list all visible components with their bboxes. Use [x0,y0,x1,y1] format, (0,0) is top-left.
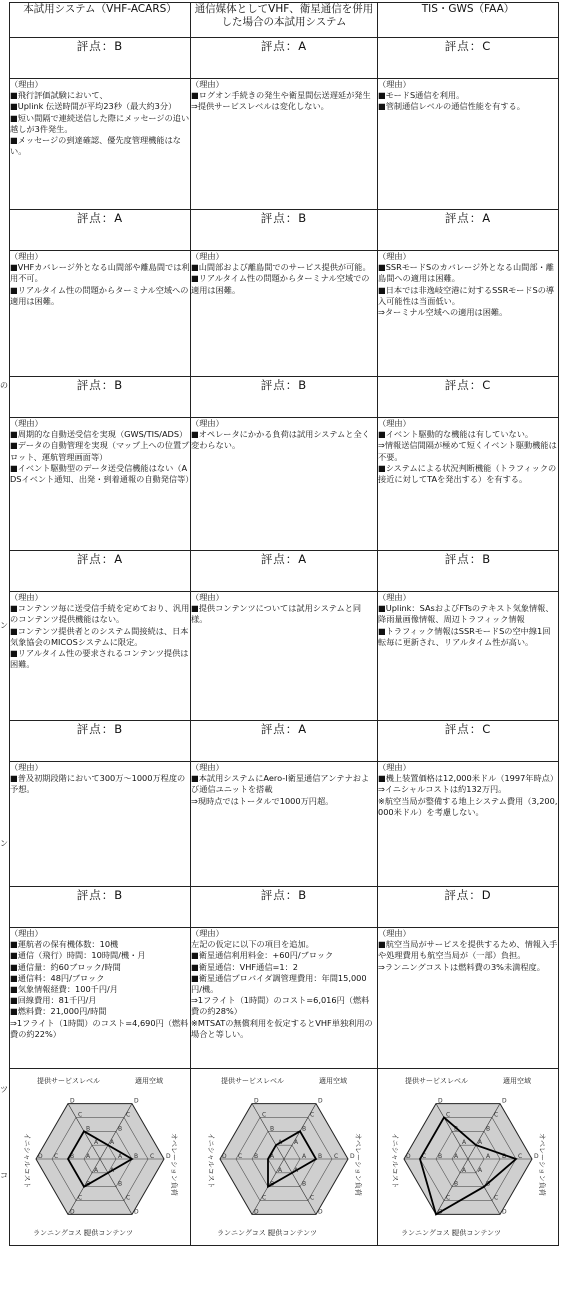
reason-heading: （理由） [378,79,411,89]
grade-label: B [438,1153,443,1160]
axis-label: 提供サービスレベル [221,1077,284,1085]
grade-label: A [302,1153,307,1160]
radar-chart [15,1069,185,1239]
grade-label: A [110,1139,115,1147]
grade-label: C [262,1194,267,1202]
reason-line: ⇒1フライト（1時間）のコスト=4,690円（燃料費の約22%） [10,1017,189,1039]
score-row [10,887,559,928]
reason-cell [10,418,194,551]
score-cell: 評点：B [191,210,378,251]
grade-label: C [54,1153,59,1160]
axis-label: 提供サービスレベル [405,1077,468,1085]
grade-label: D [70,1097,75,1105]
reason-line: ■SSRモードSのカバレージ外となる山間部・離島間への適用は困難。 [378,262,554,284]
reason-heading: （理由） [191,592,224,602]
reason-line: ■機上装置価格は12,000米ドル（1997年時点） [378,773,559,784]
reason-heading: （理由） [10,592,43,602]
grade-label: B [270,1125,275,1133]
reason-line: ⇒ランニングコストは燃料費の3%未満程度。 [378,961,545,972]
reason-line: ■航空当局がサービスを提供するため、情報入手や処理費用も航空当局が（一部）負担。 [378,939,558,961]
reason-cell [191,79,378,210]
reason-heading: （理由） [191,251,224,261]
score-cell: 評点：A [191,721,378,762]
grade-label: A [454,1153,459,1160]
reason-cell [10,928,191,1069]
score-cell: 評点：A [10,210,191,251]
radar-chart [199,1069,369,1239]
grade-label: A [486,1153,491,1160]
grade-label: C [310,1111,315,1119]
reason-line: ■日本では非逸岐空港に対するSSRモードSの導入可能性は当面低い。 [378,284,555,306]
grade-label: A [94,1139,99,1147]
column-header: 本試用システム（VHF-ACARS） [10,3,191,38]
reason-line: ⇒ターミナル空域への適用は困難。 [378,307,508,318]
grade-label: B [86,1180,91,1188]
reason-heading: （理由） [378,762,411,772]
grade-label: B [86,1125,91,1133]
reason-heading: （理由） [10,251,43,261]
grade-label: B [302,1125,307,1133]
axis-label: 提供コンテンツ [268,1229,317,1237]
reason-heading: （理由） [191,79,224,89]
edge-mark: コ [0,1171,8,1180]
reason-line: ■気象情報経費：100千円/月 [10,984,118,995]
grade-label: D [38,1153,43,1160]
reason-line: ■周期的な自動送受信を実現（GWS/TIS/ADS） [10,429,188,440]
grade-label: A [278,1139,283,1147]
reason-line: ■リアルタイム性の問題からターミナル空域への適用は困難。 [10,284,189,306]
edge-mark: の [0,381,8,390]
reason-cell [10,79,191,210]
reason-row [10,418,559,551]
reason-cell [378,762,559,887]
edge-mark: ツ [0,1085,8,1094]
reason-line: ⇒イニシャルコストは約132万円。 [378,784,507,795]
score-cell: 評点：A [378,210,559,251]
left-margin-strip [0,0,9,1296]
grade-label: C [446,1194,451,1202]
grade-label: D [254,1097,259,1105]
grade-label: D [438,1097,443,1105]
score-row [10,721,559,762]
reason-line: ■トラフィック情報はSSRモードSの空中線1回転毎に更新され、リアルタイム性が高い。 [378,625,551,647]
grade-label: A [478,1166,483,1174]
reason-line: ■衛星通信利用料金：+60円/ブロック [191,950,334,961]
reason-cell [378,928,559,1069]
score-cell: 評点：A [10,551,191,592]
score-cell: 評点：A [191,551,378,592]
reason-heading: （理由） [191,762,224,772]
axis-label: オペレーション負荷 [538,1133,546,1196]
reason-line: ■提供コンテンツについては試用システムと同様。 [191,603,362,625]
reason-cell [191,418,378,551]
reason-heading: （理由） [378,251,411,261]
reason-heading: （理由） [378,592,411,602]
grade-label: B [118,1125,123,1133]
reason-cell [10,251,191,377]
reason-line: ■運航者の保有機体数：10機 [10,939,119,950]
axis-label: イニシャルコスト [207,1133,215,1189]
reason-row [10,762,559,887]
reason-line: ⇒情報送信間隔が極めて短くイベント駆動機能は不要。 [378,440,557,462]
grade-label: D [534,1153,539,1160]
axis-label: ランニングコスト [33,1229,89,1237]
grade-label: C [78,1111,83,1119]
grade-label: C [422,1153,427,1160]
grade-label: B [486,1125,491,1133]
grade-label: A [478,1139,483,1147]
score-cell: 評点：C [378,38,559,79]
reason-line: ■リアルタイム性の要求されるコンテンツ提供は困難。 [10,648,189,670]
score-cell: 評点：B [191,887,378,928]
grade-label: C [310,1194,315,1202]
reason-heading: （理由） [191,418,224,428]
reason-line: ■データの自動管理を実現（マップ上への位置プロット、運航管理画面等） [10,440,190,462]
reason-line: ⇒1フライト（1時間）のコスト=6,016円（燃料費の約28%） [191,995,370,1017]
reason-line: ※航空当局が整備する地上システム費用（3,200,000米ドル）を考慮しない。 [378,795,558,817]
reason-line: ■イベント駆動型のデータ送受信機能はない（ADSイベント通知、出発・到着通報の自動発信等） [10,462,194,485]
grade-label: D [438,1208,443,1216]
grade-label: B [270,1180,275,1188]
radar-chart [383,1069,553,1239]
grade-label: A [462,1139,467,1147]
score-row [10,210,559,251]
score-cell: 評点：A [191,38,378,79]
reason-line: ■本試用システムにAero-I衛星通信アンテナおよび通信ユニットを搭載 [191,773,370,795]
reason-line: ■Uplink 伝送時間が平均23秒（最大約3分） [10,101,177,112]
reason-line: ■回線費用：81千円/月 [10,995,97,1006]
grade-label: A [270,1153,275,1160]
reason-line: ■リアルタイム性の問題からターミナル空域での適用は困難。 [191,273,370,295]
reason-cell [10,762,191,887]
score-cell: 評点：B [10,377,191,418]
grade-label: B [454,1125,459,1133]
axis-label: ランニングコスト [401,1229,457,1237]
reason-line: ■衛星通信：VHF通信=1：2 [191,961,298,972]
grade-label: A [294,1166,299,1174]
grade-label: D [350,1153,355,1160]
radar-row [10,1069,559,1246]
score-cell: 評点：B [378,551,559,592]
reason-cell [378,592,559,721]
reason-line: ■通信量：約60ブロック/時間 [10,961,121,972]
reason-line: ※MTSATの無償利用を仮定するとVHF単独利用の場合と等しい。 [191,1017,373,1039]
axis-label: 適用空域 [503,1077,531,1085]
grade-label: C [518,1153,523,1160]
grade-label: B [502,1153,507,1160]
reason-heading: （理由） [378,928,411,938]
reason-heading: （理由） [10,928,43,938]
grade-label: C [78,1194,83,1202]
header-row [10,3,559,38]
grade-label: D [318,1208,323,1216]
reason-line: ■コンテンツ提供者とのシステム間接続は、日本気象協会のMICOSシステムに限定。 [10,625,189,647]
reason-heading: （理由） [10,762,43,772]
reason-line: ■Uplink：SAsおよびFTsのテキスト気象情報、降雨量画像情報、周辺トラフィック情報 [378,603,554,625]
grade-label: B [254,1153,259,1160]
reason-cell [191,762,378,887]
reason-heading: （理由） [10,79,43,89]
reason-line: ■メッセージの到達確認、優先度管理機能はない。 [10,135,181,157]
axis-label: オペレーション負荷 [354,1133,362,1196]
grade-label: D [166,1153,171,1160]
score-row [10,38,559,79]
score-cell: 評点：B [10,721,191,762]
evaluation-table [9,2,559,1246]
axis-label: 提供コンテンツ [452,1229,501,1237]
grade-label: A [110,1166,115,1174]
reason-cell [191,251,378,377]
axis-label: 提供コンテンツ [84,1229,133,1237]
grade-label: C [238,1153,243,1160]
reason-row [10,592,559,721]
reason-row [10,928,559,1069]
axis-label: 適用空域 [319,1077,347,1085]
axis-label: イニシャルコスト [391,1133,399,1189]
grade-label: A [294,1139,299,1147]
reason-line: ■VHFカバレージ外となる山間部や離島間では利用不可。 [10,262,190,284]
reason-line: ■燃料費：21,000円/時間 [10,1006,107,1017]
reason-line: ■モードS通信を利用。 [378,90,465,101]
score-row [10,551,559,592]
reason-cell [378,418,559,551]
reason-line: ■オペレータにかかる負荷は試用システムと全く変わらない。 [191,429,370,451]
score-cell: 評点：B [10,887,191,928]
grade-label: C [494,1194,499,1202]
edge-mark: ン [0,621,8,630]
grade-label: C [494,1111,499,1119]
grade-label: D [502,1208,507,1216]
grade-label: A [94,1166,99,1174]
grade-label: A [278,1166,283,1174]
reason-cell [378,79,559,210]
grade-label: B [486,1180,491,1188]
reason-line: ■管制通信レベルの通信性能を有する。 [378,101,525,112]
score-cell: 評点：B [191,377,378,418]
reason-line: ■衛星通信プロバイダ調管理費用：年間15,000円/機。 [191,972,367,995]
axis-label: 提供サービスレベル [37,1077,100,1085]
reason-heading: （理由） [191,928,224,938]
reason-heading: （理由） [10,418,43,428]
reason-line: ■システムによる状況判断機能（トラフィックの接近に対してTAを発出する）を有する。 [378,462,557,485]
reason-line: ■山間部および離島間でのサービス提供が可能。 [191,262,371,273]
grade-label: A [118,1153,123,1160]
grade-label: D [502,1097,507,1105]
score-row [10,377,559,418]
grade-label: B [454,1180,459,1188]
score-cell: 評点：B [10,38,191,79]
grade-label: C [126,1194,131,1202]
radar-cell [10,1069,191,1246]
reason-line: ■短い間隔で連続送信した際にメッセージの追い越しが3件発生。 [10,112,190,134]
edge-mark: ン [0,839,8,848]
radar-cell [191,1069,378,1246]
reason-line: ■通信料：48円/ブロック [10,972,105,983]
reason-cell [10,592,191,721]
grade-label: C [334,1153,339,1160]
grade-label: C [150,1153,155,1160]
reason-row [10,251,559,377]
reason-line: ■イベント駆動的な機能は有していない。 [378,429,534,440]
radar-cell [378,1069,559,1246]
axis-label: イニシャルコスト [23,1133,31,1189]
grade-label: D [254,1208,259,1216]
grade-label: D [70,1208,75,1216]
reason-heading: （理由） [378,418,411,428]
reason-line: ■普及初期段階において300万〜1000万程度の予想。 [10,773,186,795]
grade-label: D [134,1097,139,1105]
grade-label: A [86,1153,91,1160]
score-cell: 評点：D [378,887,559,928]
reason-cell [191,592,378,721]
grade-label: C [262,1111,267,1119]
reason-line: ■コンテンツ毎に送受信手続を定めており、汎用のコンテンツ提供機能はない。 [10,603,190,625]
axis-label: ランニングコスト [217,1229,273,1237]
grade-label: D [406,1153,411,1160]
grade-label: B [134,1153,139,1160]
grade-label: B [118,1180,123,1188]
score-cell: 評点：C [378,721,559,762]
reason-cell [378,251,559,377]
grade-label: A [462,1166,467,1174]
grade-label: D [318,1097,323,1105]
score-cell: 評点：C [378,377,559,418]
reason-cell [191,928,378,1069]
reason-line: ⇒現時点ではトータルで1000万円超。 [191,795,334,806]
grade-label: D [222,1153,227,1160]
grade-label: D [134,1208,139,1216]
reason-line: 左記の仮定に以下の項目を追加。 [191,939,314,950]
axis-label: 適用空域 [135,1077,163,1085]
reason-line: ■飛行評価試験において、 [10,90,108,101]
grade-label: B [318,1153,323,1160]
axis-label: オペレーション負荷 [170,1133,178,1196]
reason-line: ■ログオン手続きの発生や衛星間伝送遅延が発生⇒提供サービスレベルは変化しない。 [191,90,371,112]
grade-label: B [302,1180,307,1188]
grade-label: C [446,1111,451,1119]
grade-label: B [70,1153,75,1160]
grade-label: C [126,1111,131,1119]
reason-line: ■通信（飛行）時間：10時間/機・月 [10,950,146,961]
reason-row [10,79,559,210]
column-header: 通信媒体としてVHF、衛星通信を併用した場合の本試用システム [191,3,378,38]
column-header: TIS・GWS（FAA） [378,3,559,38]
